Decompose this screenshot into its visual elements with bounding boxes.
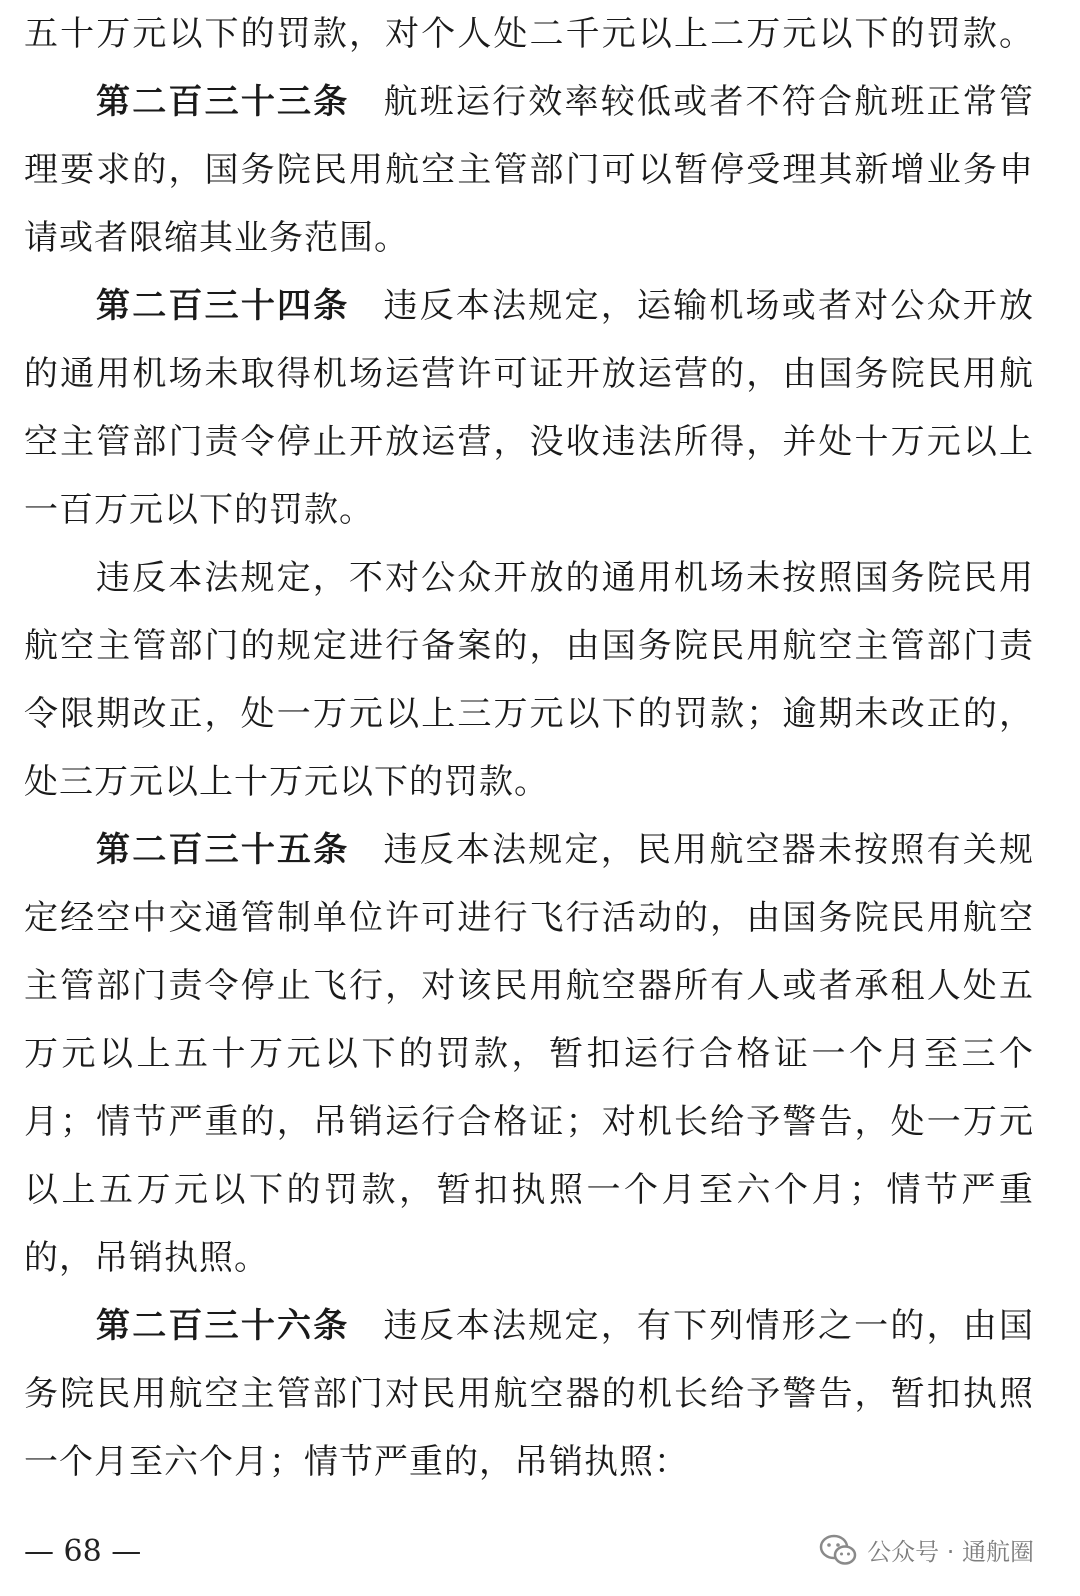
wechat-icon bbox=[819, 1534, 857, 1566]
page-number: — 68 — bbox=[24, 1534, 142, 1569]
text-segment: 航班运行效率较低或者不符合航班正常管 bbox=[383, 82, 1035, 122]
text-segment: 违反本法规定，有下列情形之一的，由国 bbox=[383, 1306, 1035, 1346]
text-line: 万元以上五十万元以下的罚款，暂扣运行合格证一个月至三个 bbox=[24, 1034, 1034, 1074]
watermark-text: 公众号 · 通航圈 bbox=[867, 1538, 1034, 1566]
text-line: 一个月至六个月；情节严重的，吊销执照： bbox=[24, 1442, 689, 1482]
text-line: 空主管部门责令停止开放运营，没收违法所得，并处十万元以上 bbox=[24, 422, 1034, 462]
article-number: 第二百三十三条 bbox=[96, 82, 350, 122]
text-segment: 违反本法规定，民用航空器未按照有关规 bbox=[383, 830, 1035, 870]
text-line: 定经空中交通管制单位许可进行飞行活动的，由国务院民用航空 bbox=[24, 898, 1034, 938]
text-line: 五十万元以下的罚款，对个人处二千元以上二万元以下的罚款。 bbox=[24, 14, 1034, 54]
article-number: 第二百三十六条 bbox=[96, 1306, 350, 1346]
paragraph-first-line: 违反本法规定，不对公众开放的通用机场未按照国务院民用 bbox=[96, 558, 1034, 598]
text-line: 的，吊销执照。 bbox=[24, 1238, 269, 1278]
text-line: 的通用机场未取得机场运营许可证开放运营的，由国务院民用航 bbox=[24, 354, 1034, 394]
article-number: 第二百三十四条 bbox=[96, 286, 350, 326]
text-line: 理要求的，国务院民用航空主管部门可以暂停受理其新增业务申 bbox=[24, 150, 1034, 190]
text-line: 月；情节严重的，吊销运行合格证；对机长给予警告，处一万元 bbox=[24, 1102, 1034, 1142]
article-234-first-line bbox=[24, 272, 1034, 340]
text-segment: 违反本法规定，运输机场或者对公众开放 bbox=[383, 286, 1035, 326]
text-line: 主管部门责令停止飞行，对该民用航空器所有人或者承租人处五 bbox=[24, 966, 1034, 1006]
text-line: 一百万元以下的罚款。 bbox=[24, 490, 374, 530]
text-line: 务院民用航空主管部门对民用航空器的机长给予警告，暂扣执照 bbox=[24, 1374, 1034, 1414]
article-236-first-line bbox=[24, 1292, 1034, 1360]
watermark bbox=[819, 1532, 1034, 1567]
text-line: 令限期改正，处一万元以上三万元以下的罚款；逾期未改正的， bbox=[24, 694, 1034, 734]
page-footer bbox=[24, 1524, 1034, 1584]
article-233-first-line bbox=[24, 68, 1034, 136]
text-line: 请或者限缩其业务范围。 bbox=[24, 218, 409, 258]
article-235-first-line bbox=[24, 816, 1034, 884]
document-page bbox=[24, 0, 1034, 1496]
article-number: 第二百三十五条 bbox=[96, 830, 350, 870]
text-line: 航空主管部门的规定进行备案的，由国务院民用航空主管部门责 bbox=[24, 626, 1034, 666]
text-line: 处三万元以上十万元以下的罚款。 bbox=[24, 762, 549, 802]
text-line: 以上五万元以下的罚款，暂扣执照一个月至六个月；情节严重 bbox=[24, 1170, 1034, 1210]
